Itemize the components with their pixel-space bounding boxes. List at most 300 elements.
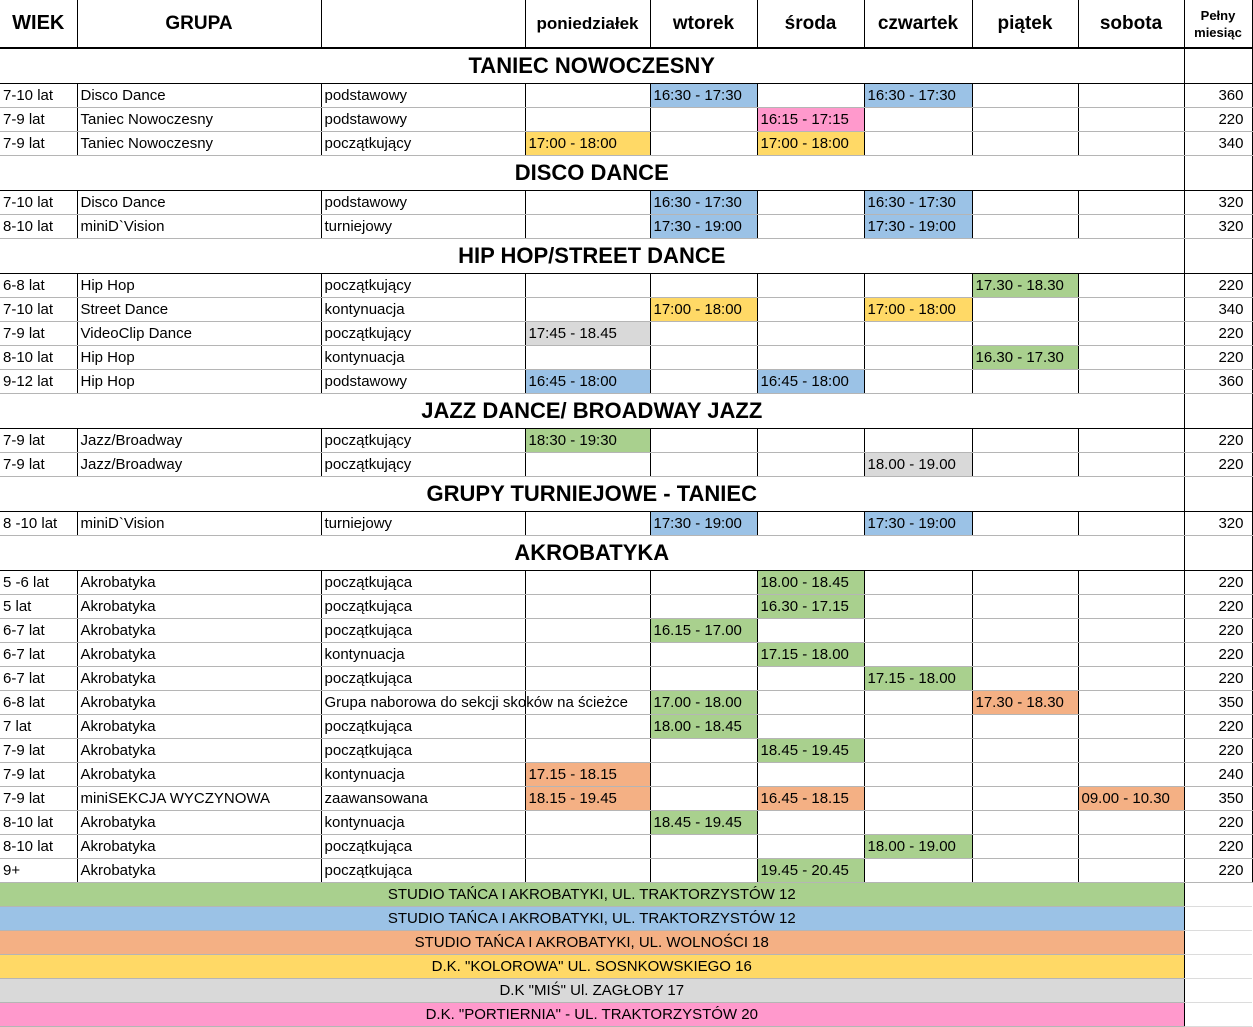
group-cell: miniD`Vision xyxy=(77,512,321,536)
level-cell: podstawowy xyxy=(321,84,525,108)
age-cell: 5 -6 lat xyxy=(0,571,77,595)
level-cell: początkująca xyxy=(321,667,525,691)
level-cell: podstawowy xyxy=(321,108,525,132)
time-slot-cell xyxy=(864,370,972,394)
time-slot-cell xyxy=(864,739,972,763)
header-row xyxy=(0,0,1252,48)
section-price-cell xyxy=(1184,156,1252,191)
time-slot-cell xyxy=(972,763,1078,787)
time-slot-cell xyxy=(1078,322,1184,346)
time-slot-cell xyxy=(525,571,650,595)
time-slot-cell xyxy=(864,787,972,811)
schedule-row xyxy=(0,715,1252,739)
time-slot-cell: 16.45 - 18.15 xyxy=(757,787,864,811)
time-slot-cell: 16.30 - 17.15 xyxy=(757,595,864,619)
time-slot-cell xyxy=(972,859,1078,883)
price-cell: 220 xyxy=(1184,453,1252,477)
price-cell: 220 xyxy=(1184,595,1252,619)
time-slot-cell: 17:30 - 19:00 xyxy=(650,512,757,536)
time-slot-cell xyxy=(757,763,864,787)
header-full-month: Pełny miesiąc xyxy=(1184,0,1252,48)
legend-location: STUDIO TAŃCA I AKROBATYKI, UL. WOLNOŚCI 18 xyxy=(0,931,1184,955)
time-slot-cell xyxy=(757,274,864,298)
price-cell: 220 xyxy=(1184,715,1252,739)
level-cell: początkująca xyxy=(321,859,525,883)
level-cell: początkująca xyxy=(321,835,525,859)
time-slot-cell xyxy=(972,715,1078,739)
level-cell: Grupa naborowa do sekcji skoków na ścieżce xyxy=(321,691,525,715)
legend-blank-cell xyxy=(1184,883,1252,907)
age-cell: 6-8 lat xyxy=(0,691,77,715)
time-slot-cell: 16:30 - 17:30 xyxy=(864,191,972,215)
time-slot-cell xyxy=(525,835,650,859)
level-cell: turniejowy xyxy=(321,512,525,536)
time-slot-cell xyxy=(525,108,650,132)
schedule-row xyxy=(0,108,1252,132)
time-slot-cell xyxy=(864,715,972,739)
schedule-row xyxy=(0,346,1252,370)
time-slot-cell xyxy=(757,691,864,715)
group-cell: miniSEKCJA WYCZYNOWA xyxy=(77,787,321,811)
schedule-row xyxy=(0,835,1252,859)
time-slot-cell xyxy=(864,811,972,835)
time-slot-cell xyxy=(864,346,972,370)
legend-location: D.K. "PORTIERNIA" - UL. TRAKTORZYSTÓW 20 xyxy=(0,1003,1184,1027)
time-slot-cell xyxy=(525,215,650,239)
time-slot-cell: 16:30 - 17:30 xyxy=(650,84,757,108)
section-title: HIP HOP/STREET DANCE xyxy=(0,239,1184,274)
time-slot-cell xyxy=(864,429,972,453)
section-price-cell xyxy=(1184,239,1252,274)
time-slot-cell xyxy=(525,667,650,691)
schedule-row xyxy=(0,215,1252,239)
age-cell: 8-10 lat xyxy=(0,835,77,859)
schedule-row xyxy=(0,453,1252,477)
group-cell: Akrobatyka xyxy=(77,763,321,787)
time-slot-cell xyxy=(864,132,972,156)
time-slot-cell xyxy=(757,429,864,453)
time-slot-cell xyxy=(525,512,650,536)
price-cell: 320 xyxy=(1184,215,1252,239)
section-title: DISCO DANCE xyxy=(0,156,1184,191)
level-cell: początkująca xyxy=(321,571,525,595)
time-slot-cell xyxy=(757,811,864,835)
group-cell: Taniec Nowoczesny xyxy=(77,132,321,156)
schedule-row xyxy=(0,619,1252,643)
time-slot-cell xyxy=(972,835,1078,859)
section-row xyxy=(0,156,1252,191)
time-slot-cell xyxy=(1078,215,1184,239)
price-cell: 240 xyxy=(1184,763,1252,787)
time-slot-cell xyxy=(1078,691,1184,715)
time-slot-cell xyxy=(972,667,1078,691)
section-row xyxy=(0,394,1252,429)
time-slot-cell xyxy=(864,108,972,132)
group-cell: Akrobatyka xyxy=(77,835,321,859)
time-slot-cell xyxy=(972,132,1078,156)
group-cell: Disco Dance xyxy=(77,84,321,108)
time-slot-cell: 16.30 - 17.30 xyxy=(972,346,1078,370)
time-slot-cell: 17:00 - 18:00 xyxy=(525,132,650,156)
time-slot-cell: 17.15 - 18.00 xyxy=(864,667,972,691)
time-slot-cell: 16:15 - 17:15 xyxy=(757,108,864,132)
time-slot-cell xyxy=(525,191,650,215)
time-slot-cell xyxy=(864,691,972,715)
group-cell: Hip Hop xyxy=(77,274,321,298)
age-cell: 7-9 lat xyxy=(0,739,77,763)
time-slot-cell: 18.00 - 19.00 xyxy=(864,835,972,859)
time-slot-cell xyxy=(1078,429,1184,453)
time-slot-cell: 17.30 - 18.30 xyxy=(972,691,1078,715)
time-slot-cell xyxy=(650,787,757,811)
time-slot-cell xyxy=(1078,191,1184,215)
time-slot-cell xyxy=(757,84,864,108)
schedule-row xyxy=(0,643,1252,667)
time-slot-cell xyxy=(757,619,864,643)
group-cell: Akrobatyka xyxy=(77,715,321,739)
time-slot-cell xyxy=(972,512,1078,536)
legend-location: STUDIO TAŃCA I AKROBATYKI, UL. TRAKTORZYSTÓW 12 xyxy=(0,883,1184,907)
time-slot-cell xyxy=(650,274,757,298)
time-slot-cell xyxy=(972,298,1078,322)
group-cell: Akrobatyka xyxy=(77,595,321,619)
time-slot-cell xyxy=(864,571,972,595)
level-cell: początkująca xyxy=(321,715,525,739)
legend-blank-cell xyxy=(1184,955,1252,979)
age-cell: 9+ xyxy=(0,859,77,883)
time-slot-cell xyxy=(650,595,757,619)
time-slot-cell xyxy=(972,191,1078,215)
time-slot-cell xyxy=(525,811,650,835)
time-slot-cell: 17:45 - 18.45 xyxy=(525,322,650,346)
time-slot-cell xyxy=(650,667,757,691)
schedule-row xyxy=(0,667,1252,691)
level-cell: turniejowy xyxy=(321,215,525,239)
schedule-row xyxy=(0,739,1252,763)
legend-location: STUDIO TAŃCA I AKROBATYKI, UL. TRAKTORZYSTÓW 12 xyxy=(0,907,1184,931)
price-cell: 220 xyxy=(1184,429,1252,453)
time-slot-cell xyxy=(864,763,972,787)
header-day-thursday: czwartek xyxy=(864,0,972,48)
time-slot-cell xyxy=(1078,739,1184,763)
schedule-row xyxy=(0,191,1252,215)
header-group: GRUPA xyxy=(77,0,321,48)
level-cell: początkująca xyxy=(321,739,525,763)
time-slot-cell: 18.45 - 19.45 xyxy=(650,811,757,835)
time-slot-cell xyxy=(1078,571,1184,595)
level-cell: zaawansowana xyxy=(321,787,525,811)
time-slot-cell: 17:30 - 19:00 xyxy=(650,215,757,239)
group-cell: Hip Hop xyxy=(77,346,321,370)
header-level xyxy=(321,0,525,48)
time-slot-cell xyxy=(864,274,972,298)
schedule-row xyxy=(0,429,1252,453)
section-row xyxy=(0,239,1252,274)
age-cell: 7-9 lat xyxy=(0,453,77,477)
header-day-wednesday: środa xyxy=(757,0,864,48)
time-slot-cell xyxy=(650,739,757,763)
age-cell: 7-10 lat xyxy=(0,84,77,108)
time-slot-cell xyxy=(1078,643,1184,667)
age-cell: 7-10 lat xyxy=(0,191,77,215)
time-slot-cell xyxy=(972,571,1078,595)
time-slot-cell xyxy=(972,595,1078,619)
schedule-row xyxy=(0,132,1252,156)
age-cell: 8-10 lat xyxy=(0,346,77,370)
age-cell: 6-7 lat xyxy=(0,643,77,667)
time-slot-cell xyxy=(1078,835,1184,859)
price-cell: 220 xyxy=(1184,811,1252,835)
time-slot-cell xyxy=(650,322,757,346)
time-slot-cell xyxy=(972,322,1078,346)
time-slot-cell xyxy=(650,108,757,132)
schedule-row xyxy=(0,84,1252,108)
time-slot-cell: 16:45 - 18:00 xyxy=(757,370,864,394)
level-cell: kontynuacja xyxy=(321,643,525,667)
time-slot-cell xyxy=(650,763,757,787)
time-slot-cell: 09.00 - 10.30 xyxy=(1078,787,1184,811)
section-title: JAZZ DANCE/ BROADWAY JAZZ xyxy=(0,394,1184,429)
time-slot-cell xyxy=(972,370,1078,394)
section-price-cell xyxy=(1184,48,1252,84)
time-slot-cell xyxy=(1078,298,1184,322)
time-slot-cell xyxy=(972,84,1078,108)
age-cell: 7 lat xyxy=(0,715,77,739)
schedule-row xyxy=(0,595,1252,619)
age-cell: 6-7 lat xyxy=(0,667,77,691)
section-title: TANIEC NOWOCZESNY xyxy=(0,48,1184,84)
time-slot-cell xyxy=(972,215,1078,239)
legend-row xyxy=(0,1003,1252,1027)
group-cell: Akrobatyka xyxy=(77,643,321,667)
section-title: GRUPY TURNIEJOWE - TANIEC xyxy=(0,477,1184,512)
time-slot-cell xyxy=(1078,108,1184,132)
age-cell: 7-10 lat xyxy=(0,298,77,322)
level-cell: podstawowy xyxy=(321,191,525,215)
group-cell: Hip Hop xyxy=(77,370,321,394)
legend-row xyxy=(0,883,1252,907)
age-cell: 7-9 lat xyxy=(0,763,77,787)
time-slot-cell xyxy=(1078,132,1184,156)
time-slot-cell xyxy=(757,512,864,536)
price-cell: 220 xyxy=(1184,346,1252,370)
level-cell: kontynuacja xyxy=(321,763,525,787)
age-cell: 7-9 lat xyxy=(0,787,77,811)
schedule-row xyxy=(0,859,1252,883)
time-slot-cell xyxy=(757,346,864,370)
level-cell: początkujący xyxy=(321,322,525,346)
time-slot-cell xyxy=(972,429,1078,453)
time-slot-cell: 16:30 - 17:30 xyxy=(864,84,972,108)
age-cell: 7-9 lat xyxy=(0,322,77,346)
price-cell: 360 xyxy=(1184,84,1252,108)
time-slot-cell xyxy=(525,595,650,619)
time-slot-cell: 17:00 - 18:00 xyxy=(864,298,972,322)
time-slot-cell xyxy=(525,715,650,739)
group-cell: miniD`Vision xyxy=(77,215,321,239)
time-slot-cell xyxy=(525,619,650,643)
legend-row xyxy=(0,931,1252,955)
time-slot-cell xyxy=(757,215,864,239)
time-slot-cell xyxy=(525,453,650,477)
price-cell: 220 xyxy=(1184,739,1252,763)
price-cell: 350 xyxy=(1184,787,1252,811)
group-cell: VideoClip Dance xyxy=(77,322,321,346)
price-cell: 350 xyxy=(1184,691,1252,715)
age-cell: 5 lat xyxy=(0,595,77,619)
legend-blank-cell xyxy=(1184,1003,1252,1027)
time-slot-cell xyxy=(525,84,650,108)
level-cell: początkująca xyxy=(321,595,525,619)
legend-row xyxy=(0,955,1252,979)
time-slot-cell xyxy=(864,595,972,619)
time-slot-cell xyxy=(1078,512,1184,536)
time-slot-cell: 17.00 - 18.00 xyxy=(650,691,757,715)
time-slot-cell: 17.15 - 18.15 xyxy=(525,763,650,787)
time-slot-cell: 17:30 - 19:00 xyxy=(864,215,972,239)
level-cell: kontynuacja xyxy=(321,298,525,322)
age-cell: 6-8 lat xyxy=(0,274,77,298)
time-slot-cell xyxy=(1078,84,1184,108)
schedule-row xyxy=(0,571,1252,595)
time-slot-cell xyxy=(1078,859,1184,883)
time-slot-cell: 18.45 - 19.45 xyxy=(757,739,864,763)
age-cell: 8 -10 lat xyxy=(0,512,77,536)
time-slot-cell xyxy=(864,619,972,643)
time-slot-cell xyxy=(864,643,972,667)
time-slot-cell: 19.45 - 20.45 xyxy=(757,859,864,883)
age-cell: 6-7 lat xyxy=(0,619,77,643)
time-slot-cell xyxy=(650,429,757,453)
price-cell: 220 xyxy=(1184,322,1252,346)
time-slot-cell: 17.30 - 18.30 xyxy=(972,274,1078,298)
schedule-row xyxy=(0,370,1252,394)
time-slot-cell xyxy=(1078,667,1184,691)
schedule-row xyxy=(0,787,1252,811)
schedule-row xyxy=(0,691,1252,715)
price-cell: 320 xyxy=(1184,512,1252,536)
time-slot-cell: 18.00 - 18.45 xyxy=(650,715,757,739)
time-slot-cell: 17:30 - 19:00 xyxy=(864,512,972,536)
time-slot-cell xyxy=(1078,619,1184,643)
section-price-cell xyxy=(1184,536,1252,571)
time-slot-cell: 18:30 - 19:30 xyxy=(525,429,650,453)
time-slot-cell xyxy=(1078,453,1184,477)
group-cell: Street Dance xyxy=(77,298,321,322)
legend-location: D.K. "KOLOROWA" UL. SOSNKOWSKIEGO 16 xyxy=(0,955,1184,979)
time-slot-cell xyxy=(650,643,757,667)
time-slot-cell xyxy=(650,571,757,595)
time-slot-cell: 18.00 - 18.45 xyxy=(757,571,864,595)
time-slot-cell xyxy=(972,643,1078,667)
time-slot-cell xyxy=(757,667,864,691)
price-cell: 340 xyxy=(1184,298,1252,322)
time-slot-cell xyxy=(757,453,864,477)
section-row xyxy=(0,48,1252,84)
time-slot-cell xyxy=(972,453,1078,477)
time-slot-cell xyxy=(757,298,864,322)
level-cell: początkujący xyxy=(321,274,525,298)
level-cell: początkujący xyxy=(321,453,525,477)
time-slot-cell xyxy=(864,859,972,883)
level-cell: podstawowy xyxy=(321,370,525,394)
time-slot-cell xyxy=(864,322,972,346)
time-slot-cell xyxy=(972,619,1078,643)
price-cell: 320 xyxy=(1184,191,1252,215)
level-cell: kontynuacja xyxy=(321,811,525,835)
time-slot-cell xyxy=(1078,274,1184,298)
group-cell: Disco Dance xyxy=(77,191,321,215)
time-slot-cell: 17:00 - 18:00 xyxy=(757,132,864,156)
time-slot-cell: 17:00 - 18:00 xyxy=(650,298,757,322)
time-slot-cell xyxy=(650,453,757,477)
legend-row xyxy=(0,907,1252,931)
price-cell: 220 xyxy=(1184,667,1252,691)
price-cell: 220 xyxy=(1184,835,1252,859)
time-slot-cell xyxy=(1078,715,1184,739)
price-cell: 360 xyxy=(1184,370,1252,394)
level-cell: kontynuacja xyxy=(321,346,525,370)
time-slot-cell xyxy=(972,108,1078,132)
time-slot-cell xyxy=(1078,595,1184,619)
schedule-row xyxy=(0,811,1252,835)
time-slot-cell: 18.00 - 19.00 xyxy=(864,453,972,477)
group-cell: Akrobatyka xyxy=(77,667,321,691)
price-cell: 220 xyxy=(1184,108,1252,132)
time-slot-cell xyxy=(757,835,864,859)
group-cell: Akrobatyka xyxy=(77,571,321,595)
time-slot-cell xyxy=(525,859,650,883)
time-slot-cell xyxy=(972,811,1078,835)
time-slot-cell: 16:30 - 17:30 xyxy=(650,191,757,215)
time-slot-cell xyxy=(1078,370,1184,394)
group-cell: Jazz/Broadway xyxy=(77,429,321,453)
legend-blank-cell xyxy=(1184,979,1252,1003)
header-day-friday: piątek xyxy=(972,0,1078,48)
time-slot-cell xyxy=(1078,811,1184,835)
time-slot-cell xyxy=(1078,346,1184,370)
time-slot-cell xyxy=(757,715,864,739)
age-cell: 8-10 lat xyxy=(0,811,77,835)
price-cell: 220 xyxy=(1184,571,1252,595)
group-cell: Taniec Nowoczesny xyxy=(77,108,321,132)
schedule-row xyxy=(0,274,1252,298)
group-cell: Akrobatyka xyxy=(77,859,321,883)
schedule-row xyxy=(0,322,1252,346)
price-cell: 220 xyxy=(1184,274,1252,298)
level-cell: początkujący xyxy=(321,132,525,156)
header-day-saturday: sobota xyxy=(1078,0,1184,48)
group-cell: Akrobatyka xyxy=(77,739,321,763)
group-cell: Jazz/Broadway xyxy=(77,453,321,477)
section-row xyxy=(0,477,1252,512)
price-cell: 220 xyxy=(1184,859,1252,883)
time-slot-cell: 18.15 - 19.45 xyxy=(525,787,650,811)
time-slot-cell xyxy=(972,739,1078,763)
time-slot-cell xyxy=(525,298,650,322)
group-cell: Akrobatyka xyxy=(77,811,321,835)
time-slot-cell xyxy=(650,835,757,859)
price-cell: 220 xyxy=(1184,619,1252,643)
time-slot-cell xyxy=(650,370,757,394)
time-slot-cell xyxy=(757,322,864,346)
time-slot-cell xyxy=(525,346,650,370)
schedule-row xyxy=(0,512,1252,536)
header-day-tuesday: wtorek xyxy=(650,0,757,48)
section-row xyxy=(0,536,1252,571)
legend-location: D.K "MIŚ" Ul. ZAGŁOBY 17 xyxy=(0,979,1184,1003)
time-slot-cell xyxy=(757,191,864,215)
